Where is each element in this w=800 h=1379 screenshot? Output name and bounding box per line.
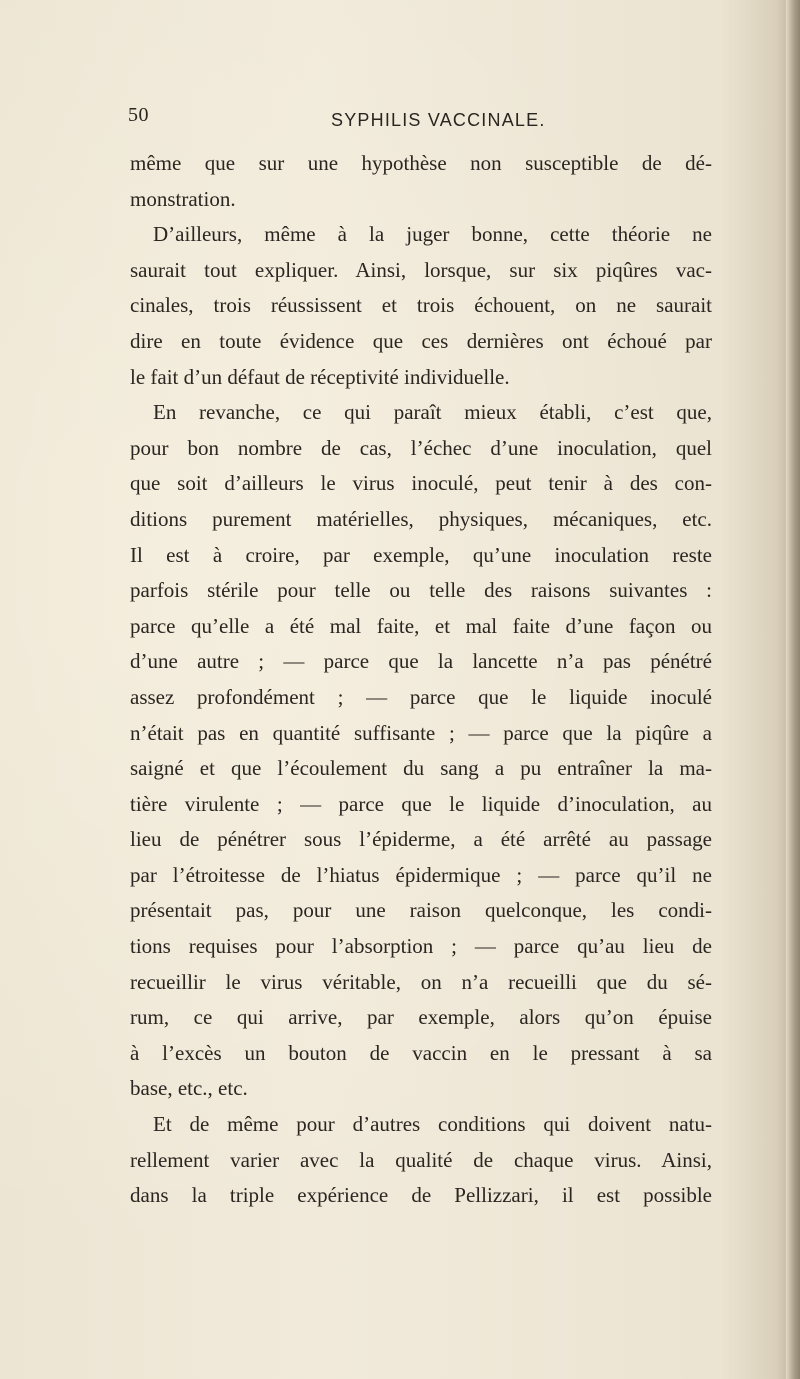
text-line: dans la triple expérience de Pellizzari, il est possible — [130, 1183, 712, 1208]
text-line: rum, ce qui arrive, par exemple, alors qu’on épuise — [130, 1005, 712, 1030]
text-line: tière virulente ; — parce que le liquide d’inoculation, au — [130, 791, 712, 816]
text-line: à l’excès un bouton de vaccin en le pressant à sa — [130, 1040, 712, 1065]
text-line: D’ailleurs, même à la juger bonne, cette théorie ne — [153, 222, 712, 247]
page-number: 50 — [128, 104, 149, 126]
text-line: ditions purement matérielles, physiques, mécaniques, etc. — [130, 506, 712, 531]
text-line: tions requises pour l’absorption ; — parce qu’au lieu de — [130, 934, 712, 959]
text-line: saurait tout expliquer. Ainsi, lorsque, sur six piqûres vac- — [130, 257, 712, 282]
text-line: parce qu’elle a été mal faite, et mal faite d’une façon ou — [130, 613, 712, 638]
text-line: rellement varier avec la qualité de chaque virus. Ainsi, — [130, 1147, 712, 1172]
text-line: Et de même pour d’autres conditions qui doivent natu- — [153, 1112, 712, 1137]
text-line: présentait pas, pour une raison quelconque, les condi- — [130, 898, 712, 923]
page-header — [128, 104, 718, 134]
text-line: monstration. — [130, 186, 236, 211]
text-line: lieu de pénétrer sous l’épiderme, a été arrêté au passage — [130, 827, 712, 852]
text-line: pour bon nombre de cas, l’échec d’une inoculation, quel — [130, 435, 712, 460]
text-line: cinales, trois réussissent et trois échouent, on ne saurait — [130, 293, 712, 318]
text-line: n’était pas en quantité suffisante ; — parce que la piqûre a — [130, 720, 712, 745]
text-line: que soit d’ailleurs le virus inoculé, peut tenir à des con- — [130, 471, 712, 496]
text-line: assez profondément ; — parce que le liquide inoculé — [130, 684, 712, 709]
text-line: par l’étroitesse de l’hiatus épidermique ; — parce qu’il ne — [130, 862, 712, 887]
text-line: le fait d’un défaut de réceptivité individuelle. — [130, 364, 510, 389]
text-line: Il est à croire, par exemple, qu’une inoculation reste — [130, 542, 712, 567]
text-line: parfois stérile pour telle ou telle des raisons suivantes : — [130, 578, 712, 603]
text-line: même que sur une hypothèse non susceptible de dé- — [130, 151, 712, 175]
running-title: SYPHILIS VACCINALE. — [331, 110, 546, 130]
text-line: En revanche, ce qui paraît mieux établi, c’est que, — [153, 400, 712, 425]
text-line: d’une autre ; — parce que la lancette n’a pas pénétré — [130, 649, 712, 674]
text-line: dire en toute évidence que ces dernières ont échoué par — [130, 328, 712, 353]
text-line: recueillir le virus véritable, on n’a recueilli que du sé- — [130, 969, 712, 994]
text-line: saigné et que l’écoulement du sang a pu entraîner la ma- — [130, 756, 712, 781]
page-edge-shadow — [786, 0, 800, 1379]
text-line: base, etc., etc. — [130, 1076, 248, 1101]
body-text — [130, 146, 712, 1214]
